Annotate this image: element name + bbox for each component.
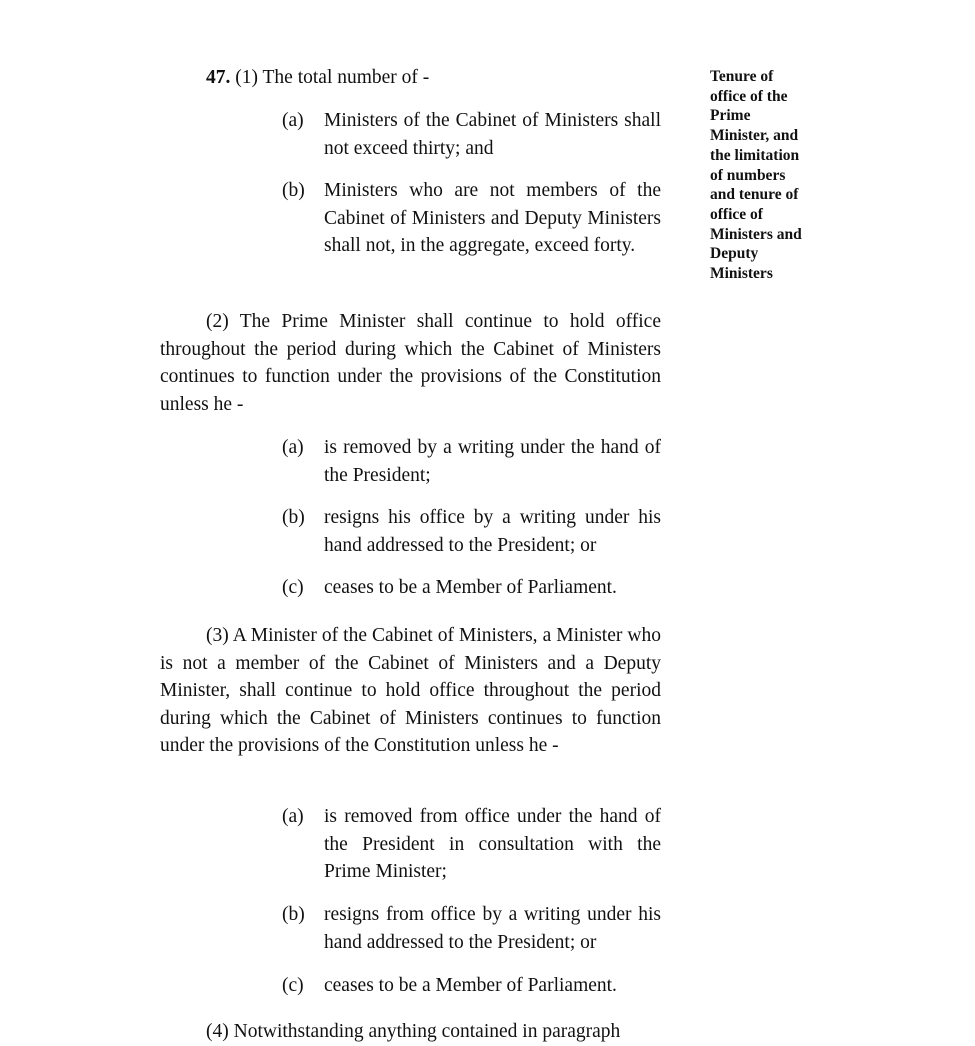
item-text: ceases to be a Member of Parliament. <box>324 975 617 996</box>
paragraph-2: (2) The Prime Minister shall continue to hold office throughout the period during which the Cabinet of Ministers continues to function under the provisions of the Constitution unless he - <box>160 311 661 415</box>
section-number: 47. <box>206 67 231 88</box>
item-label: (a) <box>282 806 304 827</box>
item-label: (a) <box>282 110 304 131</box>
section-intro: (1) The total number of - <box>235 67 430 88</box>
list-item <box>282 177 661 260</box>
list-item <box>282 972 661 1000</box>
list-item <box>282 574 661 602</box>
list-item <box>282 434 661 489</box>
marginal-note: Tenure of office of the Prime Minister, and the limitation of numbers and tenure of office of Ministers and Deputy Ministers <box>710 68 802 283</box>
item-text: is removed by a writing under the hand of the President; <box>324 437 661 486</box>
item-text: is removed from office under the hand of the President in consultation with the Prime Minister; <box>324 806 661 883</box>
item-label: (b) <box>282 180 305 201</box>
item-label: (c) <box>282 975 304 996</box>
item-label: (c) <box>282 577 304 598</box>
list-item <box>282 504 661 559</box>
item-text: Ministers of the Cabinet of Ministers shall not exceed thirty; and <box>324 110 661 159</box>
cut-off-line: (4) Notwithstanding anything contained in paragraph <box>206 1021 621 1042</box>
paragraph-3: (3) A Minister of the Cabinet of Ministers, a Minister who is not a member of the Cabinet of Ministers and a Deputy Minister, shall continue to hold office throughout the period during which the Cabinet of Ministers continues to function under the provisions of the Constitution unless he - <box>160 625 661 757</box>
item-text: Ministers who are not members of the Cabinet of Ministers and Deputy Ministers shall not, in the aggregate, exceed forty. <box>324 180 661 257</box>
item-text: resigns from office by a writing under his hand addressed to the President; or <box>324 904 661 953</box>
item-text: resigns his office by a writing under his hand addressed to the President; or <box>324 507 661 556</box>
item-label: (a) <box>282 437 304 458</box>
list-item <box>282 803 661 886</box>
list-item <box>282 901 661 956</box>
item-label: (b) <box>282 507 305 528</box>
section-heading <box>206 64 429 92</box>
item-text: ceases to be a Member of Parliament. <box>324 577 617 598</box>
list-item <box>282 107 661 162</box>
item-label: (b) <box>282 904 305 925</box>
